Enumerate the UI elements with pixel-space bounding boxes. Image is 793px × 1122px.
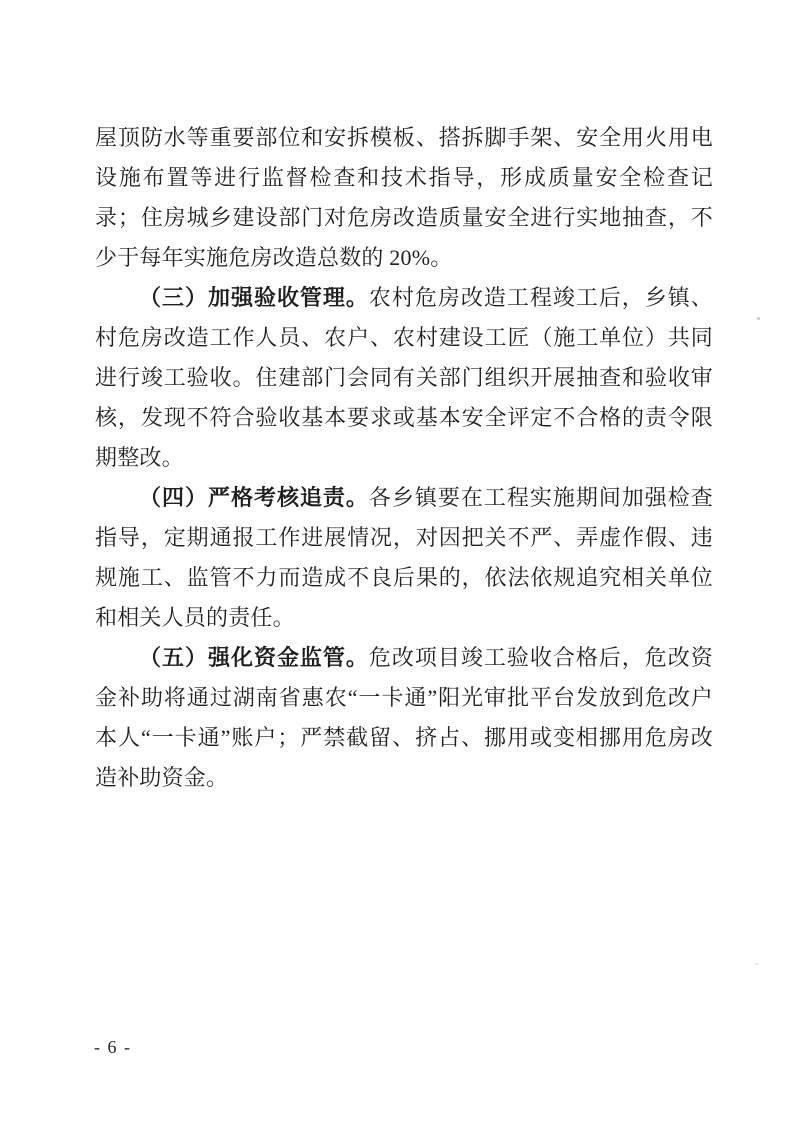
- paragraph-continuation: [95, 118, 713, 278]
- paragraph-section-3: [95, 278, 713, 478]
- paragraph-body: 屋顶防水等重要部位和安拆模板、搭拆脚手架、安全用火用电设施布置等进行监督检查和技术指导，形成质量安全检查记录；住房城乡建设部门对危房改造质量安全进行实地抽查，不少于每年实施危房改造总数的 20%。: [95, 125, 713, 270]
- paragraph-heading: （三）加强验收管理。: [139, 285, 369, 310]
- page-number: - 6 -: [94, 1037, 132, 1057]
- scan-speck: [757, 317, 760, 320]
- document-body: [95, 118, 713, 798]
- paragraph-heading: （四）严格考核追责。: [139, 485, 369, 510]
- paragraph-body: 农村危房改造工程竣工后，乡镇、村危房改造工作人员、农户、农村建设工匠（施工单位）共同进行竣工验收。住建部门会同有关部门组织开展抽查和验收审核，发现不符合验收基本要求或基本安全评定不合格的责令限期整改。: [95, 285, 713, 470]
- paragraph-body: 危改项目竣工验收合格后，危改资金补助将通过湖南省惠农“一卡通”阳光审批平台发放到危改户本人“一卡通”账户；严禁截留、挤占、挪用或变相挪用危房改造补助资金。: [95, 645, 713, 790]
- scan-speck: [756, 963, 758, 965]
- paragraph-section-4: [95, 478, 713, 638]
- paragraph-section-5: [95, 638, 713, 798]
- paragraph-body: 各乡镇要在工程实施期间加强检查指导，定期通报工作进展情况，对因把关不严、弄虚作假、违规施工、监管不力而造成不良后果的，依法依规追究相关单位和相关人员的责任。: [95, 485, 713, 630]
- paragraph-heading: （五）强化资金监管。: [139, 645, 369, 670]
